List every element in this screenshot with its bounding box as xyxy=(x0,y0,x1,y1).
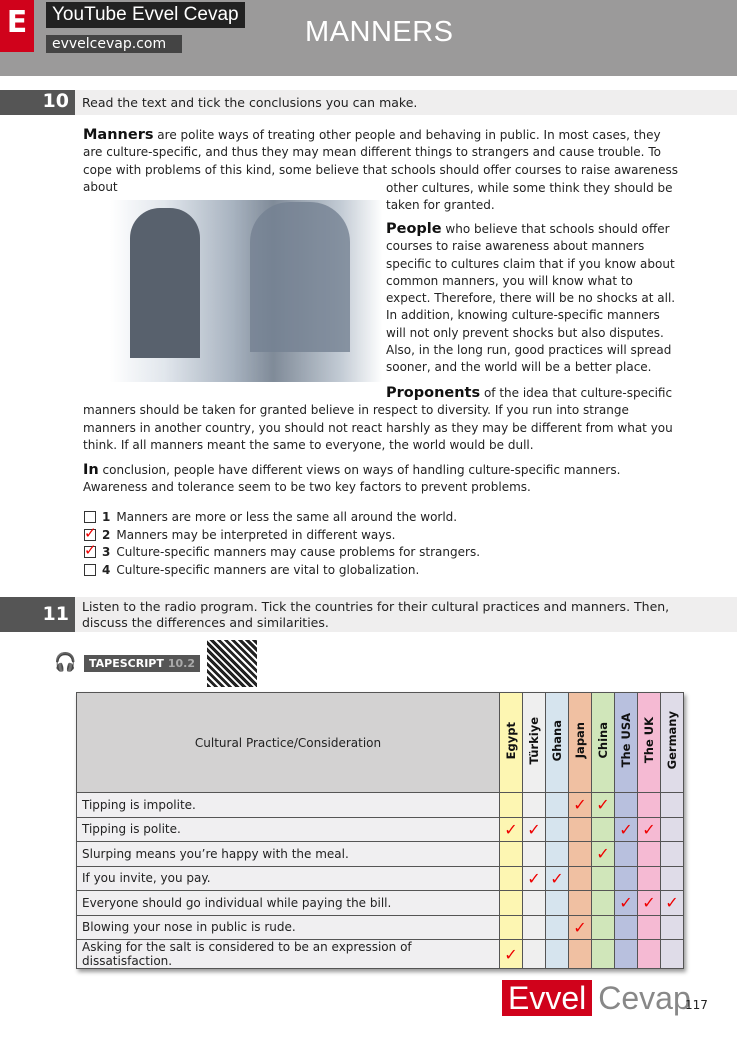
table-row xyxy=(77,866,684,891)
evvelcevap-logo: Evvel Cevap xyxy=(502,980,691,1017)
tick-cell[interactable] xyxy=(615,940,638,969)
tick-cell[interactable] xyxy=(615,842,638,867)
tick-cell[interactable] xyxy=(661,817,684,842)
tick-cell[interactable] xyxy=(638,940,661,969)
tick-cell[interactable] xyxy=(615,866,638,891)
paragraph-1-cont: other cultures, while some think they should be taken for granted. xyxy=(386,181,673,213)
country-header: Ghana xyxy=(546,693,569,793)
tick-cell[interactable] xyxy=(569,915,592,940)
tick-cell[interactable] xyxy=(546,915,569,940)
practice-label: Asking for the salt is considered to be an expression of dissatisfaction. xyxy=(77,940,500,969)
check-icon: ✓ xyxy=(504,819,518,839)
tick-cell[interactable] xyxy=(523,915,546,940)
conclusion-text: Manners are more or less the same all around the world. xyxy=(116,510,458,524)
tick-cell[interactable] xyxy=(661,915,684,940)
table-row xyxy=(77,891,684,916)
country-header: Japan xyxy=(569,693,592,793)
check-icon: ✓ xyxy=(596,844,610,864)
table-row xyxy=(77,915,684,940)
check-icon: ✓ xyxy=(596,795,610,815)
section-instruction: Read the text and tick the conclusions you can make. xyxy=(82,95,418,110)
tick-cell[interactable] xyxy=(523,940,546,969)
tick-cell[interactable] xyxy=(523,817,546,842)
country-header: China xyxy=(592,693,615,793)
conclusion-number: 3 xyxy=(102,545,111,559)
tick-cell[interactable] xyxy=(569,793,592,818)
tick-cell[interactable] xyxy=(569,940,592,969)
table-header: Cultural Practice/Consideration xyxy=(77,693,500,793)
check-icon: ✓ xyxy=(619,893,633,913)
practice-label: Blowing your nose in public is rude. xyxy=(77,915,500,940)
headphones-icon: 🎧 xyxy=(54,652,77,673)
check-icon: ✓ xyxy=(665,893,679,913)
tick-cell[interactable] xyxy=(638,866,661,891)
checkbox[interactable] xyxy=(84,511,96,523)
practice-label: Everyone should go individual while paying the bill. xyxy=(77,891,500,916)
tick-cell[interactable] xyxy=(638,817,661,842)
tick-cell[interactable] xyxy=(546,891,569,916)
checkbox[interactable] xyxy=(84,541,97,559)
country-header: Türkiye xyxy=(523,693,546,793)
check-icon: ✓ xyxy=(84,541,97,559)
table-row xyxy=(77,793,684,818)
paragraph-3: Proponents of the idea that culture-specific manners should be taken for granted believe in respect to diversity. If you run into strange manners in another country, you should not react harshly as they may be different from what you think. If all manners meant the same to everyone, the world would be dull. xyxy=(83,385,673,452)
tick-cell[interactable] xyxy=(569,891,592,916)
conclusion-number: 2 xyxy=(102,527,111,542)
tick-cell[interactable] xyxy=(615,915,638,940)
tick-cell[interactable] xyxy=(500,793,523,818)
conclusion-text: Culture-specific manners may cause problems for strangers. xyxy=(116,545,481,559)
paragraph-2: People who believe that schools should offer courses to raise awareness about manners specific to cultures claim that if you know about common manners, you will know what to expect. Therefore, there will be no shocks at all. In addition, knowing culture-specific manners will not only prevent shocks but also disputes. Also, in the long run, good practices will spread sooner, and the world will be a better place. xyxy=(386,221,676,375)
tick-cell[interactable] xyxy=(500,842,523,867)
country-header: Germany xyxy=(661,693,684,793)
tick-cell[interactable] xyxy=(500,915,523,940)
manners-photo xyxy=(110,200,382,382)
section-number: 11 xyxy=(0,597,75,632)
conclusion-number: 4 xyxy=(102,562,111,577)
conclusion-number: 1 xyxy=(102,510,111,524)
practice-label: Tipping is polite. xyxy=(77,817,500,842)
conclusion-text: Manners may be interpreted in different ways. xyxy=(116,527,396,542)
country-header: Egypt xyxy=(500,693,523,793)
check-icon: ✓ xyxy=(573,795,587,815)
tick-cell[interactable] xyxy=(569,866,592,891)
page-number: 117 xyxy=(685,998,708,1012)
tick-cell[interactable] xyxy=(546,817,569,842)
tick-cell[interactable] xyxy=(592,891,615,916)
tick-cell[interactable] xyxy=(523,866,546,891)
practice-label: Tipping is impolite. xyxy=(77,793,500,818)
tick-cell[interactable] xyxy=(523,842,546,867)
page-title: MANNERS xyxy=(305,16,454,48)
check-icon: ✓ xyxy=(619,819,633,839)
tick-cell[interactable] xyxy=(661,793,684,818)
tick-cell[interactable] xyxy=(615,817,638,842)
tick-cell[interactable] xyxy=(546,866,569,891)
table-row xyxy=(77,940,684,969)
tick-cell[interactable] xyxy=(615,891,638,916)
countries-table xyxy=(76,692,684,969)
tick-cell[interactable] xyxy=(546,842,569,867)
tick-cell[interactable] xyxy=(661,842,684,867)
tick-cell[interactable] xyxy=(592,793,615,818)
section-number: 10 xyxy=(0,90,75,115)
paragraph-1: Manners are polite ways of treating other people and behaving in public. In most cases, they are culture-specific, and thus they may mean different things to strangers and cause trouble. To cope with problems of this kind, some believe that schools should offer courses to raise awareness about xyxy=(83,127,679,194)
paragraph-4: In conclusion, people have different views on ways of handling culture-specific manners. Awareness and tolerance seem to be two key factors to prevent problems. xyxy=(83,462,621,495)
tick-cell[interactable] xyxy=(592,915,615,940)
check-icon: ✓ xyxy=(84,523,97,542)
check-icon: ✓ xyxy=(504,944,518,964)
tick-cell[interactable] xyxy=(661,940,684,969)
conclusion-item xyxy=(84,563,419,577)
tick-cell[interactable] xyxy=(638,891,661,916)
section-instruction: Listen to the radio program. Tick the countries for their cultural practices and manners. Then, discuss the differences and similarities. xyxy=(82,599,670,630)
brand-channel: YouTube Evvel Cevap xyxy=(46,2,245,28)
check-icon: ✓ xyxy=(642,893,656,913)
tapescript-button[interactable]: TAPESCRIPT 10.2 xyxy=(84,655,200,672)
tick-cell[interactable] xyxy=(569,817,592,842)
tick-cell[interactable] xyxy=(500,866,523,891)
practice-label: Slurping means you’re happy with the meal. xyxy=(77,842,500,867)
tick-cell[interactable] xyxy=(661,891,684,916)
tick-cell[interactable] xyxy=(546,940,569,969)
tick-cell[interactable] xyxy=(500,891,523,916)
tick-cell[interactable] xyxy=(661,866,684,891)
checkbox[interactable] xyxy=(84,564,96,576)
conclusion-text: Culture-specific manners are vital to globalization. xyxy=(116,562,420,577)
tick-cell[interactable] xyxy=(638,842,661,867)
tick-cell[interactable] xyxy=(638,915,661,940)
tick-cell[interactable] xyxy=(546,793,569,818)
tick-cell[interactable] xyxy=(500,940,523,969)
conclusion-item xyxy=(84,541,481,559)
check-icon: ✓ xyxy=(550,868,564,888)
brand-logo: E xyxy=(0,0,34,52)
conclusion-item xyxy=(84,510,457,524)
tick-cell[interactable] xyxy=(592,842,615,867)
check-icon: ✓ xyxy=(527,868,541,888)
brand-site: evvelcevap.com xyxy=(46,35,182,53)
check-icon: ✓ xyxy=(527,819,541,839)
qr-code xyxy=(207,640,257,687)
section-10-bar xyxy=(0,90,737,115)
table-row xyxy=(77,817,684,842)
check-icon: ✓ xyxy=(642,819,656,839)
country-header: The USA xyxy=(615,693,638,793)
conclusion-item xyxy=(84,523,396,542)
country-header: The UK xyxy=(638,693,661,793)
tick-cell[interactable] xyxy=(592,817,615,842)
table-row xyxy=(77,842,684,867)
checkbox[interactable] xyxy=(84,523,97,542)
tick-cell[interactable] xyxy=(592,866,615,891)
tick-cell[interactable] xyxy=(638,793,661,818)
tick-cell[interactable] xyxy=(615,793,638,818)
tick-cell[interactable] xyxy=(500,817,523,842)
tick-cell[interactable] xyxy=(523,793,546,818)
check-icon: ✓ xyxy=(573,917,587,937)
tick-cell[interactable] xyxy=(592,940,615,969)
section-11-bar xyxy=(0,597,737,632)
practice-label: If you invite, you pay. xyxy=(77,866,500,891)
tick-cell[interactable] xyxy=(523,891,546,916)
tick-cell[interactable] xyxy=(569,842,592,867)
